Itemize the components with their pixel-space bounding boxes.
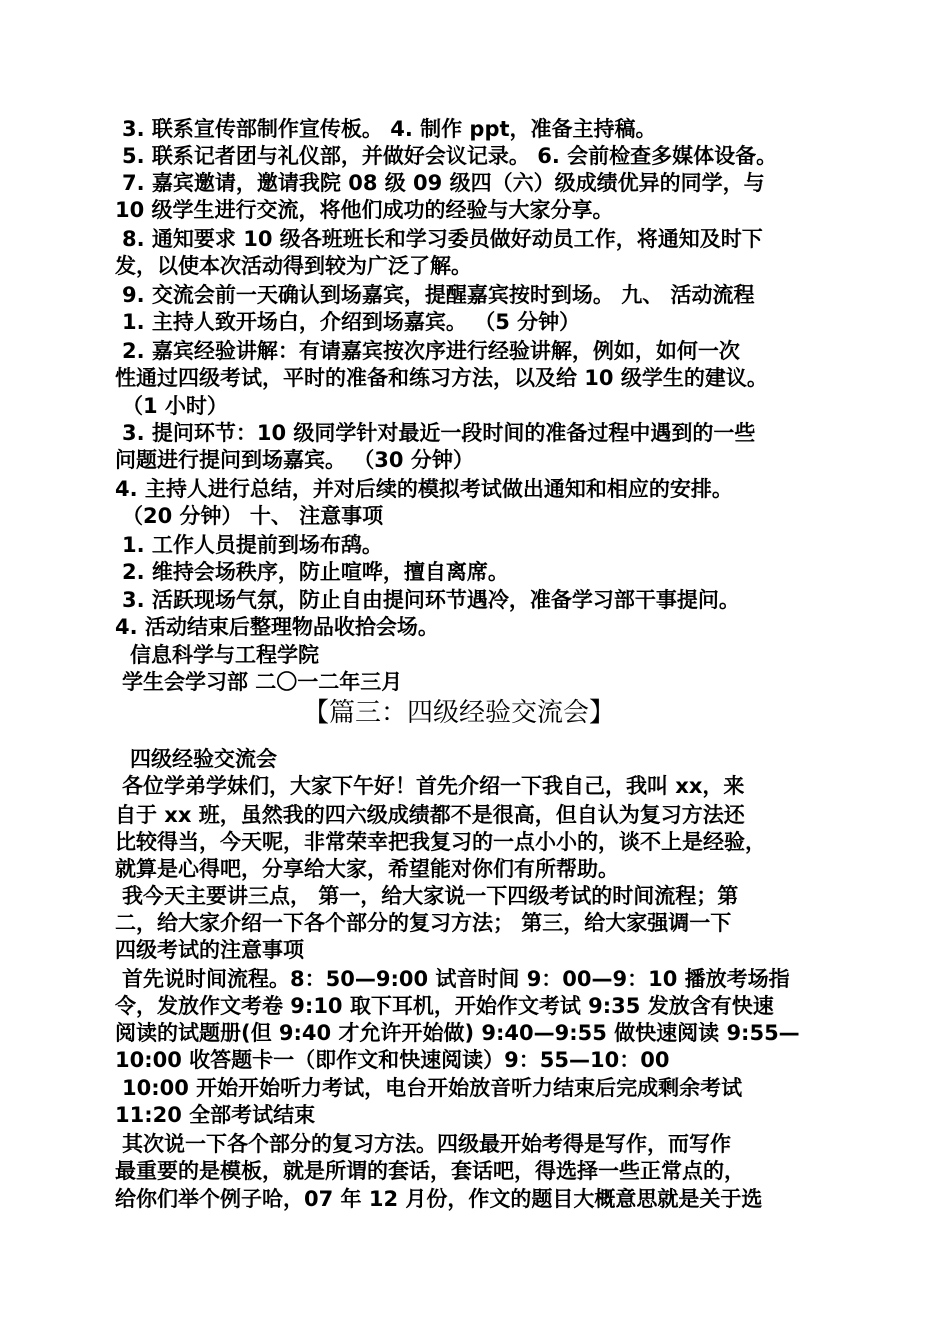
text-line: 其次说一下各个部分的复习方法。四级最开始考得是写作，而写作	[122, 1132, 731, 1156]
section-heading: 【篇三：四级经验交流会】	[303, 698, 616, 728]
text-line: （1 小时）	[122, 394, 228, 418]
text-line: 10:00 开始开始听力考试，电台开始放音听力结束后完成剩余考试	[122, 1076, 743, 1100]
text-line: 发，以使本次活动得到较为广泛了解。	[115, 254, 472, 278]
text-line: 性通过四级考试，平时的准备和练习方法，以及给 10 级学生的建议。	[115, 366, 768, 390]
text-line: 4. 主持人进行总结，并对后续的模拟考试做出通知和相应的安排。	[115, 477, 733, 501]
text-line: 令，发放作文考卷 9:10 取下耳机，开始作文考试 9:35 发放含有快速	[115, 994, 774, 1018]
text-line: 我今天主要讲三点， 第一，给大家说一下四级考试的时间流程；第	[122, 884, 739, 908]
text-line: 首先说时间流程。8：50—9:00 试音时间 9：00—9：10 播放考场指	[122, 967, 790, 991]
text-line: 信息科学与工程学院	[130, 643, 319, 667]
text-line: 比较得当，今天呢，非常荣幸把我复习的一点小小的，谈不上是经验，	[115, 830, 766, 854]
text-line: 8. 通知要求 10 级各班班长和学习委员做好动员工作，将通知及时下	[122, 227, 763, 251]
text-line: 问题进行提问到场嘉宾。 （30 分钟）	[115, 448, 474, 472]
text-line: 3. 联系宣传部制作宣传板。 4. 制作 ppt，准备主持稿。	[122, 117, 657, 141]
text-line: 11:20 全部考试结束	[115, 1103, 316, 1127]
text-line: 10 级学生进行交流，将他们成功的经验与大家分享。	[115, 198, 614, 222]
text-line: 阅读的试题册(但 9:40 才允许开始做) 9:40—9:55 做快速阅读 9:55—	[115, 1021, 800, 1045]
text-line: 2. 维持会场秩序，防止喧哗，擅自离席。	[122, 560, 509, 584]
text-line: 3. 活跃现场气氛，防止自由提问环节遇冷，准备学习部干事提问。	[122, 588, 740, 612]
text-line: 各位学弟学妹们，大家下午好！首先介绍一下我自己，我叫 xx，来	[122, 774, 745, 798]
text-line: 给你们举个例子哈，07 年 12 月份，作文的题目大概意思就是关于选	[115, 1187, 763, 1211]
text-line: 9. 交流会前一天确认到场嘉宾，提醒嘉宾按时到场。 九、 活动流程	[122, 283, 755, 307]
text-line: 10:00 收答题卡一（即作文和快速阅读）9：55—10：00	[115, 1048, 670, 1072]
text-line: 4. 活动结束后整理物品收拾会场。	[115, 615, 439, 639]
text-line: 最重要的是模板，就是所谓的套话，套话吧，得选择一些正常点的，	[115, 1159, 745, 1183]
text-line: 四级考试的注意事项	[115, 938, 304, 962]
text-line: 自于 xx 班，虽然我的四六级成绩都不是很高，但自认为复习方法还	[115, 803, 745, 827]
text-line: 1. 主持人致开场白，介绍到场嘉宾。 （5 分钟）	[122, 310, 581, 334]
subsection-title: 四级经验交流会	[130, 747, 277, 771]
text-line: 3. 提问环节：10 级同学针对最近一段时间的准备过程中遇到的一些	[122, 421, 756, 445]
text-line: 2. 嘉宾经验讲解：有请嘉宾按次序进行经验讲解，例如，如何一次	[122, 339, 740, 363]
text-line: 就算是心得吧，分享给大家，希望能对你们有所帮助。	[115, 857, 619, 881]
text-line: 学生会学习部 二〇一二年三月	[122, 670, 403, 694]
text-line: 1. 工作人员提前到场布鸹。	[122, 533, 383, 557]
text-line: 二，给大家介绍一下各个部分的复习方法； 第三，给大家强调一下	[115, 911, 732, 935]
text-line: 5. 联系记者团与礼仪部，并做好会议记录。 6. 会前检查多媒体设备。	[122, 144, 778, 168]
text-line: （20 分钟） 十、 注意事项	[122, 504, 384, 528]
text-line: 7. 嘉宾邀请，邀请我院 08 级 09 级四（六）级成绩优异的同学，与	[122, 171, 765, 195]
